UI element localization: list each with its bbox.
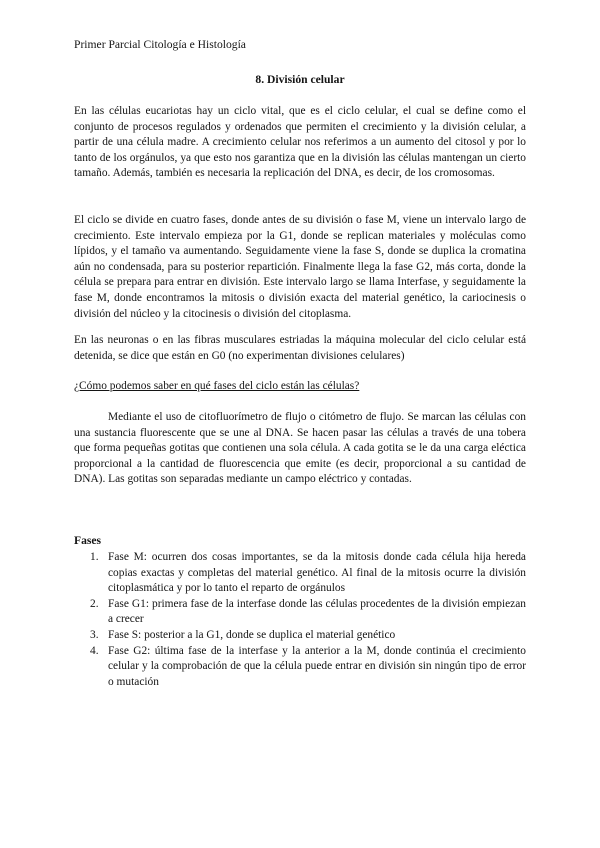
list-item-number: 1. — [90, 551, 99, 563]
fases-heading: Fases — [74, 534, 102, 547]
question-heading: ¿Cómo podemos saber en qué fases del ciclo están las células? — [74, 380, 360, 392]
paragraph-cycle-phases: El ciclo se divide en cuatro fases, donde antes de su división o fase M, viene un intervalo largo de crecimiento. Este intervalo empieza por la G1, donde se replican materiales y moléculas como lípidos, y el tamaño va aumentando. Seguidamente viene la fase S, donde se duplica la cromatina aún no condensada, para su posterior repartición. Finalmente llega la fase G2, más corta, donde la célula se prepara para entrar en división. Este intervalo largo se llama Interfase, y seguidamente la fase M, donde encontramos la mitosis o división exacta del material genético, la cariocinesis o división del núcleo y la citocinesis o división del citoplasma. — [74, 214, 526, 320]
list-item-text: Fase S: posterior a la G1, donde se duplica el material genético — [108, 628, 396, 641]
list-item-number: 4. — [90, 644, 99, 657]
list-item — [0, 628, 600, 644]
list-item-number: 3. — [90, 628, 99, 641]
section-title: 8. División celular — [255, 73, 345, 86]
list-item-number: 2. — [90, 597, 99, 610]
list-item — [0, 597, 600, 628]
paragraph-g0: En las neuronas o en las fibras musculares estriadas la máquina molecular del ciclo celular está detenida, se dice que están en G0 (no experimentan divisiones celulares) — [74, 334, 526, 362]
list-item-text: Fase M: ocurren dos cosas importantes, se da la mitosis donde cada célula hija hereda copias exactas y completas del material genético. Al final de la mitosis ocurre la división citoplasmática y por lo tanto el reparto de orgánulos — [108, 551, 526, 595]
phase-list — [0, 550, 600, 690]
page-header: Primer Parcial Citología e Histología — [74, 38, 246, 51]
list-item — [0, 550, 600, 597]
list-item-text: Fase G2: última fase de la interfase y la anterior a la M, donde continúa el crecimiento celular y la comprobación de que la célula puede entrar en división sin ningún tipo de error o mutación — [108, 644, 526, 688]
paragraph-flow-cytometry: Mediante el uso de citofluorímetro de flujo o citómetro de flujo. Se marcan las células con una sustancia fluorescente que se une al DNA. Se hacen pasar las células a través de una tobera que forma pequeñas gotitas que contienen una sola célula. A cada gotita se le da una carga eléctica proporcional a la cantidad de fluorescencia que emite (es decir, proporcional a su cantidad de DNA). Las gotitas son separadas mediante un campo eléctrico y contadas. — [74, 411, 526, 486]
list-item-text: Fase G1: primera fase de la interfase donde las células procedentes de la división empiezan a crecer — [108, 597, 526, 626]
list-item — [0, 644, 600, 691]
paragraph-cell-cycle-intro: En las células eucariotas hay un ciclo vital, que es el ciclo celular, el cual se define como el conjunto de procesos regulados y ordenados que permiten el crecimiento y la división celular, a partir de una célula madre. A crecimiento celular nos referimos a un aumento del citosol y por lo tanto de los orgánulos, ya que esto nos garantiza que en la división las células mantengan un cierto tamaño. Además, también es necesaria la replicación del DNA, es decir, de los cromosomas. — [74, 105, 526, 180]
